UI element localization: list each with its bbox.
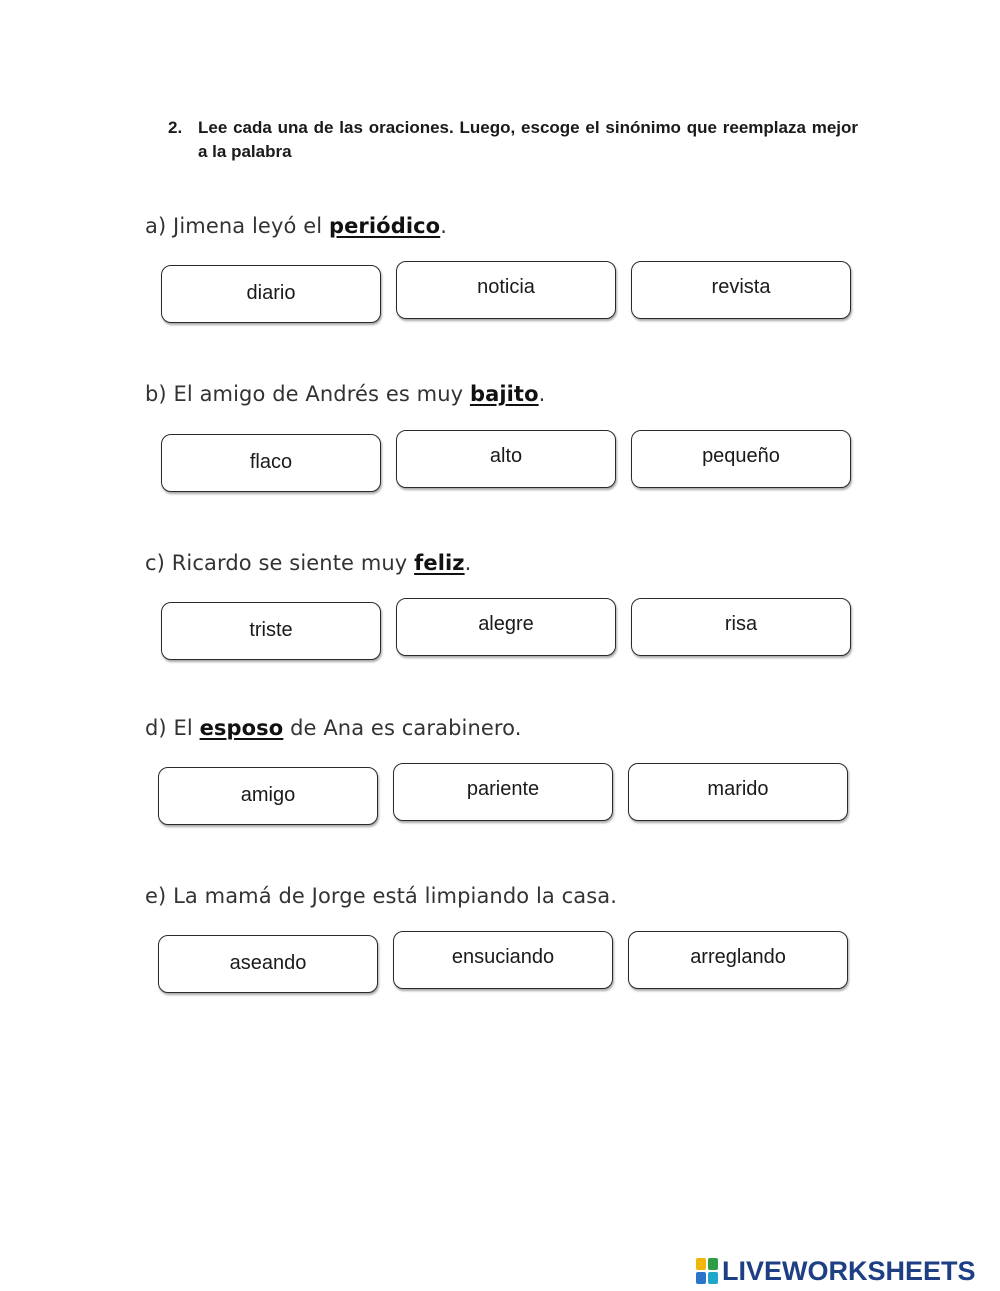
option-button[interactable] xyxy=(631,261,851,319)
option-button[interactable] xyxy=(161,265,381,323)
instruction-number: 2. xyxy=(168,118,183,137)
sentence-text: de Ana es carabinero. xyxy=(283,716,522,740)
sentence-keyword: esposo xyxy=(199,716,284,740)
option-button[interactable] xyxy=(158,935,378,993)
option-label: alegre xyxy=(478,612,534,635)
sentence-text: d) El xyxy=(145,716,200,740)
option-button[interactable] xyxy=(396,430,616,488)
sentence-text: e) La mamá de Jorge está limpiando la casa. xyxy=(145,884,618,908)
sentence-keyword: periódico xyxy=(328,214,441,238)
sentence-c xyxy=(145,551,471,575)
option-button[interactable] xyxy=(161,602,381,660)
option-button[interactable] xyxy=(628,931,848,989)
sentence-a xyxy=(145,214,447,238)
instruction xyxy=(168,116,858,164)
option-label: marido xyxy=(707,777,769,800)
sentence-keyword: bajito xyxy=(469,382,539,406)
option-button[interactable] xyxy=(393,763,613,821)
liveworksheets-logo-icon xyxy=(696,1258,718,1284)
sentence-d xyxy=(145,716,522,740)
option-button[interactable] xyxy=(161,434,381,492)
option-label: flaco xyxy=(249,450,293,473)
option-label: ensuciando xyxy=(451,945,555,968)
option-label: alto xyxy=(489,444,523,467)
option-label: risa xyxy=(724,612,758,635)
option-button[interactable] xyxy=(158,767,378,825)
option-label: triste xyxy=(249,618,293,641)
option-button[interactable] xyxy=(631,598,851,656)
sentence-text: . xyxy=(538,382,546,406)
option-button[interactable] xyxy=(393,931,613,989)
instruction-text: Lee cada una de las oraciones. Luego, escoge el sinónimo que reemplaza mejor a la palabra xyxy=(198,118,858,161)
sentence-keyword: feliz xyxy=(414,551,465,575)
sentence-text: . xyxy=(464,551,472,575)
logo-square-icon xyxy=(696,1258,706,1270)
sentence-e xyxy=(145,884,617,908)
option-label: pariente xyxy=(466,777,540,800)
sentence-text: b) El amigo de Andrés es muy xyxy=(145,382,470,406)
sentence-text: . xyxy=(440,214,447,238)
option-button[interactable] xyxy=(628,763,848,821)
option-label: pequeño xyxy=(702,444,780,467)
option-label: aseando xyxy=(229,951,307,974)
logo-square-icon xyxy=(696,1272,706,1284)
liveworksheets-logo xyxy=(696,1256,976,1286)
sentence-text: a) Jimena leyó el xyxy=(145,214,329,238)
option-button[interactable] xyxy=(631,430,851,488)
option-label: revista xyxy=(711,275,771,298)
option-label: arreglando xyxy=(690,945,786,968)
option-label: diario xyxy=(246,281,296,304)
logo-square-icon xyxy=(708,1272,718,1284)
logo-square-icon xyxy=(708,1258,718,1270)
option-label: noticia xyxy=(477,275,535,298)
sentence-text: c) Ricardo se siente muy xyxy=(145,551,415,575)
sentence-b xyxy=(145,382,545,406)
option-button[interactable] xyxy=(396,598,616,656)
option-button[interactable] xyxy=(396,261,616,319)
logo-text: LIVEWORKSHEETS xyxy=(722,1255,976,1286)
option-label: amigo xyxy=(240,783,296,806)
